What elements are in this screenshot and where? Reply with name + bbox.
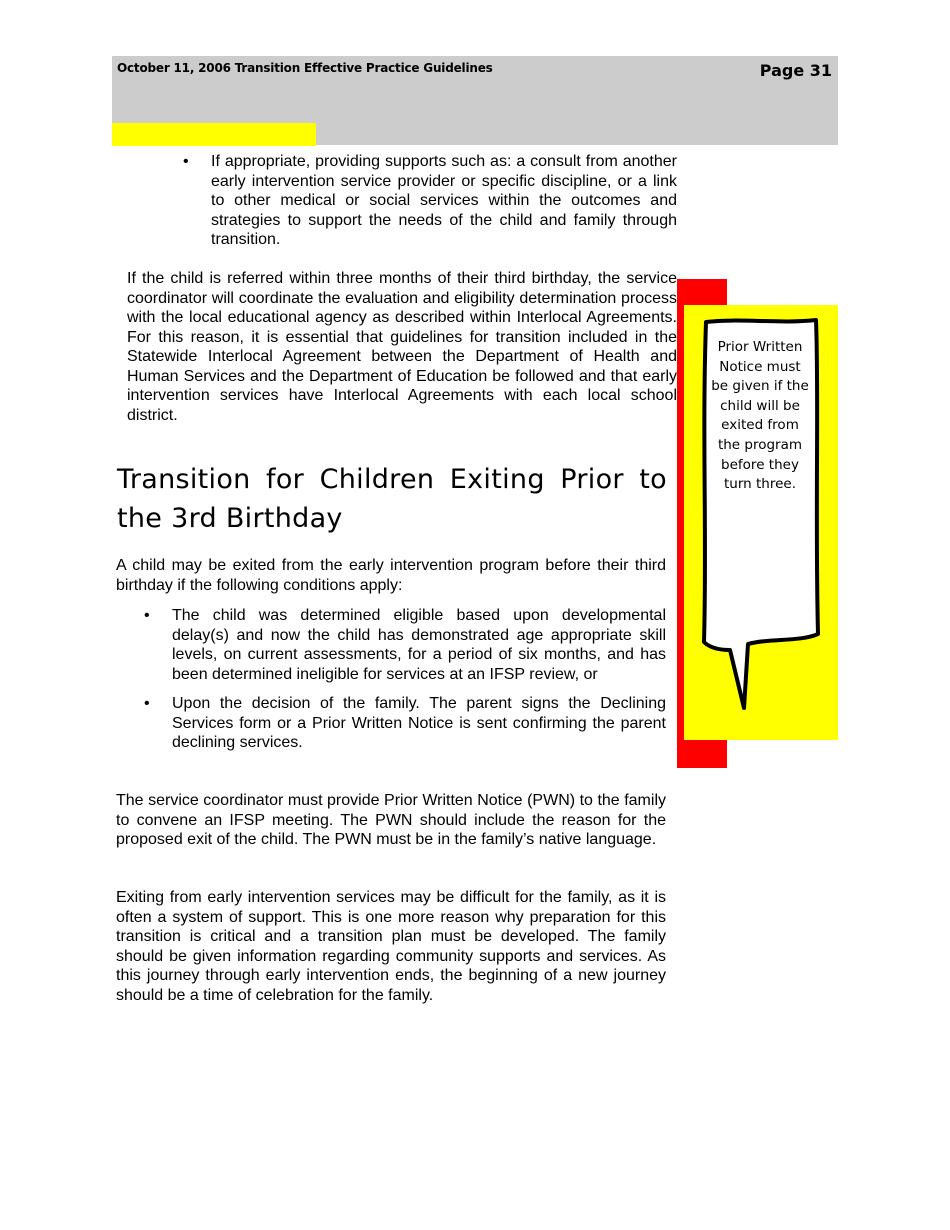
header-accent-tab [112,123,316,146]
callout-text: Prior Written Notice must be given if the child will be exited from the program before they turn three. [711,339,809,493]
bullet-icon: • [144,695,150,712]
list-item [144,606,666,684]
header-title: October 11, 2006 Transition Effective Practice Guidelines [117,61,493,75]
conditions-list [144,606,666,753]
paragraph-pwn: The service coordinator must provide Prior Written Notice (PWN) to the family to convene an IFSP meeting. The PWN should include the reason for the proposed exit of the child. The PWN must be in the family’s native language. [116,792,666,848]
list-item [144,694,666,753]
paragraph-referral: If the child is referred within three months of their third birthday, the service coordinator will coordinate the evaluation and eligibility determination process with the local educational agency as described within Interlocal Agreements. For this reason, it is essential that guidelines for transition included in the Statewide Interlocal Agreement between the Department of Health and Human Services and the Department of Education be followed and that early intervention services have Interlocal Agreements with each local school district. [127,270,677,424]
list-item-text: If appropriate, providing supports such as: a consult from another early intervention service provider or specific discipline, or a link to other medical or social services within the outcomes and strategies to support the needs of the child and family through transition. [211,153,677,248]
top-bullet-list [183,152,677,250]
paragraph-intro: A child may be exited from the early intervention program before their third birthday if the following conditions apply: [116,557,666,594]
page-number: Page 31 [759,61,832,80]
paragraph-exiting: Exiting from early intervention services may be difficult for the family, as it is often a system of support. This is one more reason why preparation for this transition is critical and a transition plan must be developed. The family should be given information regarding community supports and services. As this journey through early intervention ends, the beginning of a new journey should be a time of celebration for the family. [116,889,666,1004]
bullet-icon: • [183,153,189,170]
bullet-icon: • [144,607,150,624]
section-heading: Transition for Children Exiting Prior to the 3rd Birthday [117,464,667,534]
list-item-text: Upon the decision of the family. The parent signs the Declining Services form or a Prior Written Notice is sent confirming the parent declining services. [172,695,666,751]
list-item-text: The child was determined eligible based upon developmental delay(s) and now the child has demonstrated age appropriate skill levels, on current assessments, for a period of six months, and has been determined ineligible for services at an IFSP review, or [172,607,666,683]
list-item [183,152,677,250]
